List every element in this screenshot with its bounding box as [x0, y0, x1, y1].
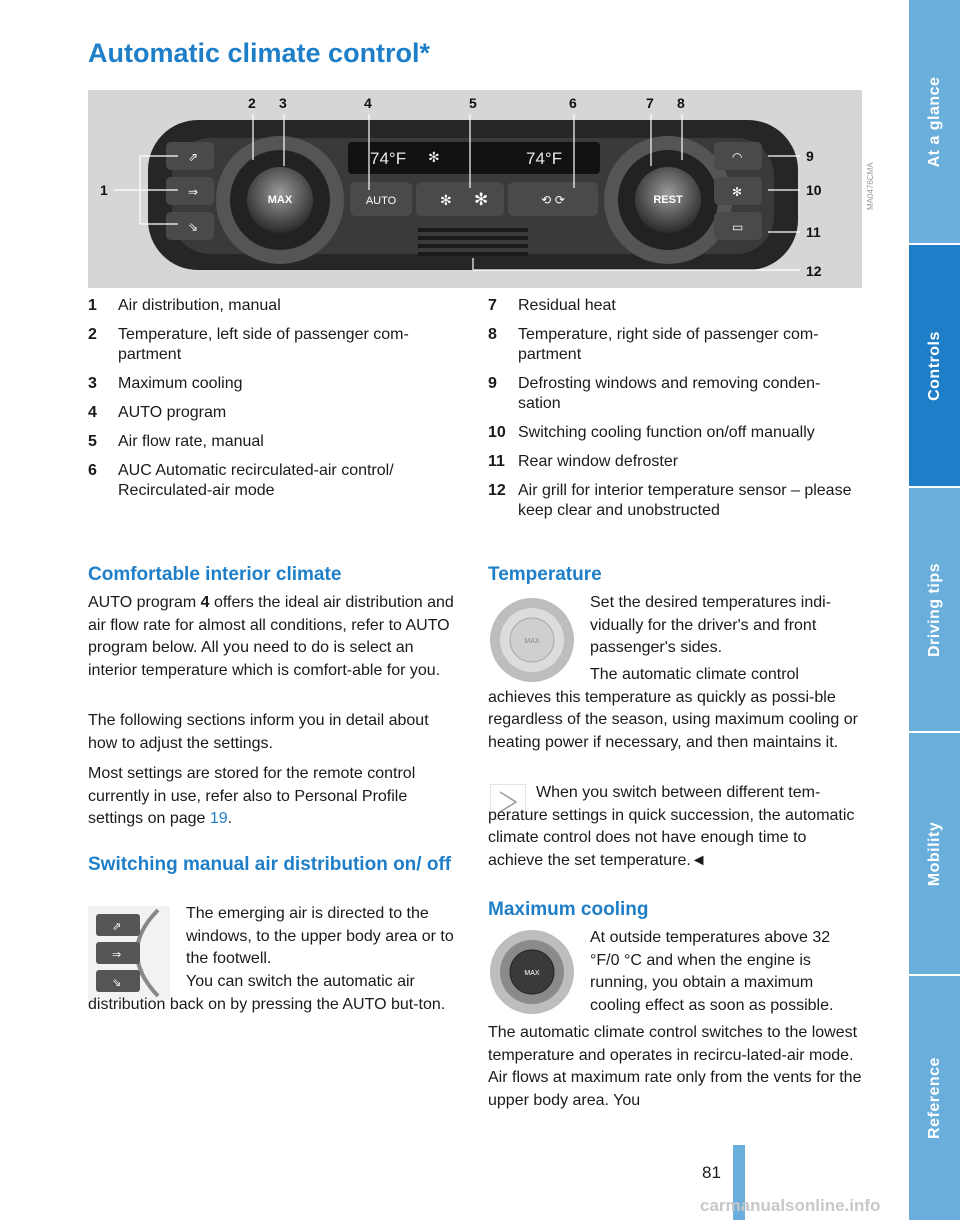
legend-item: 8 Temperature, right side of passenger com-partment — [488, 326, 819, 363]
tab-reference[interactable]: Reference — [909, 976, 960, 1222]
paragraph: The automatic climate control switches to the lowest temperature and operates in recircu-lated-air mode. Air flows at maximum rate only from the vents for the upper body area. You — [488, 1024, 862, 1109]
watermark: carmanualsonline.info — [700, 1196, 881, 1215]
callout-10: 10 — [806, 182, 822, 198]
heading-comfortable-climate: Comfortable interior climate — [88, 564, 342, 585]
svg-text:✻: ✻ — [440, 193, 452, 209]
svg-text:⇒: ⇒ — [112, 948, 122, 961]
svg-text:⇘: ⇘ — [112, 976, 122, 989]
paragraph: The following sections inform you in detail about how to adjust the settings. — [88, 712, 429, 752]
svg-text:⇘: ⇘ — [188, 220, 199, 234]
heading-temperature: Temperature — [488, 564, 602, 585]
heading-maximum-cooling: Maximum cooling — [488, 899, 649, 920]
legend-item: 4 AUTO program — [88, 404, 227, 421]
callout-3: 3 — [279, 95, 287, 111]
auto-button-label: AUTO — [365, 195, 397, 207]
page-title: Automatic climate control* — [88, 38, 431, 68]
legend-item: 10 Switching cooling function on/off manually — [488, 424, 815, 441]
callout-7: 7 — [646, 95, 654, 111]
page-number: 81 — [702, 1163, 721, 1182]
tab-at-a-glance[interactable]: At a glance — [909, 0, 960, 245]
legend-item: 12 Air grill for interior temperature sensor – please keep clear and unobstructed — [488, 482, 852, 519]
display-temp-right: 74°F — [526, 149, 563, 168]
svg-text:✻: ✻ — [732, 185, 743, 199]
legend-item: 3 Maximum cooling — [88, 375, 243, 392]
paragraph: Set the desired temperatures indi-vidually for the driver's and front passenger's sides. — [590, 594, 832, 656]
callout-2: 2 — [248, 95, 256, 111]
paragraph: Most settings are stored for the remote control currently in use, refer also to Personal Profile settings on page 19. — [88, 765, 416, 827]
legend-item: 6 AUC Automatic recirculated-air control/ Recirculated-air mode — [88, 462, 394, 499]
legend-item: 9 Defrosting windows and removing conden-sation — [488, 375, 821, 412]
svg-text:⟲ ⟳: ⟲ ⟳ — [541, 193, 565, 207]
figure-code: MA0476CMA — [866, 162, 875, 210]
svg-text:⇗: ⇗ — [188, 150, 199, 164]
callout-6: 6 — [569, 95, 577, 111]
svg-text:⇒: ⇒ — [188, 185, 199, 199]
legend-item: 1 Air distribution, manual — [88, 297, 281, 314]
callout-12: 12 — [806, 263, 822, 279]
note-paragraph: When you switch between different tem-perature settings in quick succession, the automatic climate control does not have enough time to achieve the set temperature.◄ — [488, 784, 855, 869]
callout-5: 5 — [469, 95, 477, 111]
callout-4: 4 — [364, 95, 372, 111]
svg-text:⇗: ⇗ — [112, 920, 122, 933]
paragraph: At outside temperatures above 32 °F/0 °C and when the engine is running, you obtain a maximum cooling effect as soon as possible. — [590, 929, 834, 1014]
tab-mobility[interactable]: Mobility — [909, 733, 960, 976]
paragraph: You can switch the automatic air distribution back on by pressing the AUTO but-ton. — [88, 973, 446, 1013]
callout-1: 1 — [100, 182, 108, 198]
sidebar — [909, 0, 960, 1220]
heading-switching-air-distribution: Switching manual air distribution on/ off — [88, 854, 452, 875]
legend-item: 11 Rear window defroster — [488, 453, 679, 470]
knob-right-label: REST — [653, 194, 683, 206]
svg-text:✻: ✻ — [474, 190, 489, 210]
svg-text:◠: ◠ — [732, 150, 743, 164]
legend-item: 2 Temperature, left side of passenger com-partment — [88, 326, 409, 363]
max-cooling-knob-label: MAX — [524, 970, 540, 977]
end-mark: ◄ — [690, 851, 707, 869]
paragraph: The emerging air is directed to the windows, to the upper body area or to the footwell. — [186, 905, 454, 967]
svg-text:▭: ▭ — [732, 220, 744, 234]
legend-item: 7 Residual heat — [488, 297, 616, 314]
max-cooling-knob-image — [488, 928, 576, 1016]
knob-left-label: MAX — [267, 194, 293, 206]
tab-driving-tips[interactable]: Driving tips — [909, 488, 960, 733]
paragraph: AUTO program 4 offers the ideal air distribution and air flow rate for almost all conditions, refer to AUTO program below. All you need to do is select an interior temperature which is comfort-able for you. — [88, 594, 454, 679]
page-link[interactable]: 19 — [209, 810, 228, 827]
callout-8: 8 — [677, 95, 685, 111]
callout-9: 9 — [806, 148, 814, 164]
display-temp-left: 74°F — [370, 149, 407, 168]
legend-right — [488, 296, 858, 530]
legend-item: 5 Air flow rate, manual — [88, 433, 264, 450]
svg-text:✻: ✻ — [428, 150, 440, 166]
tab-controls[interactable]: Controls — [909, 245, 960, 488]
temperature-knob-label: MAX — [524, 638, 540, 645]
paragraph: The automatic climate control achieves this temperature as quickly as possi-ble regardless of the season, using maximum cooling or heating power if necessary, and then maintains it. — [488, 666, 858, 751]
callout-11: 11 — [806, 224, 821, 240]
legend-left — [88, 296, 458, 510]
climate-control-panel-figure — [88, 90, 862, 288]
